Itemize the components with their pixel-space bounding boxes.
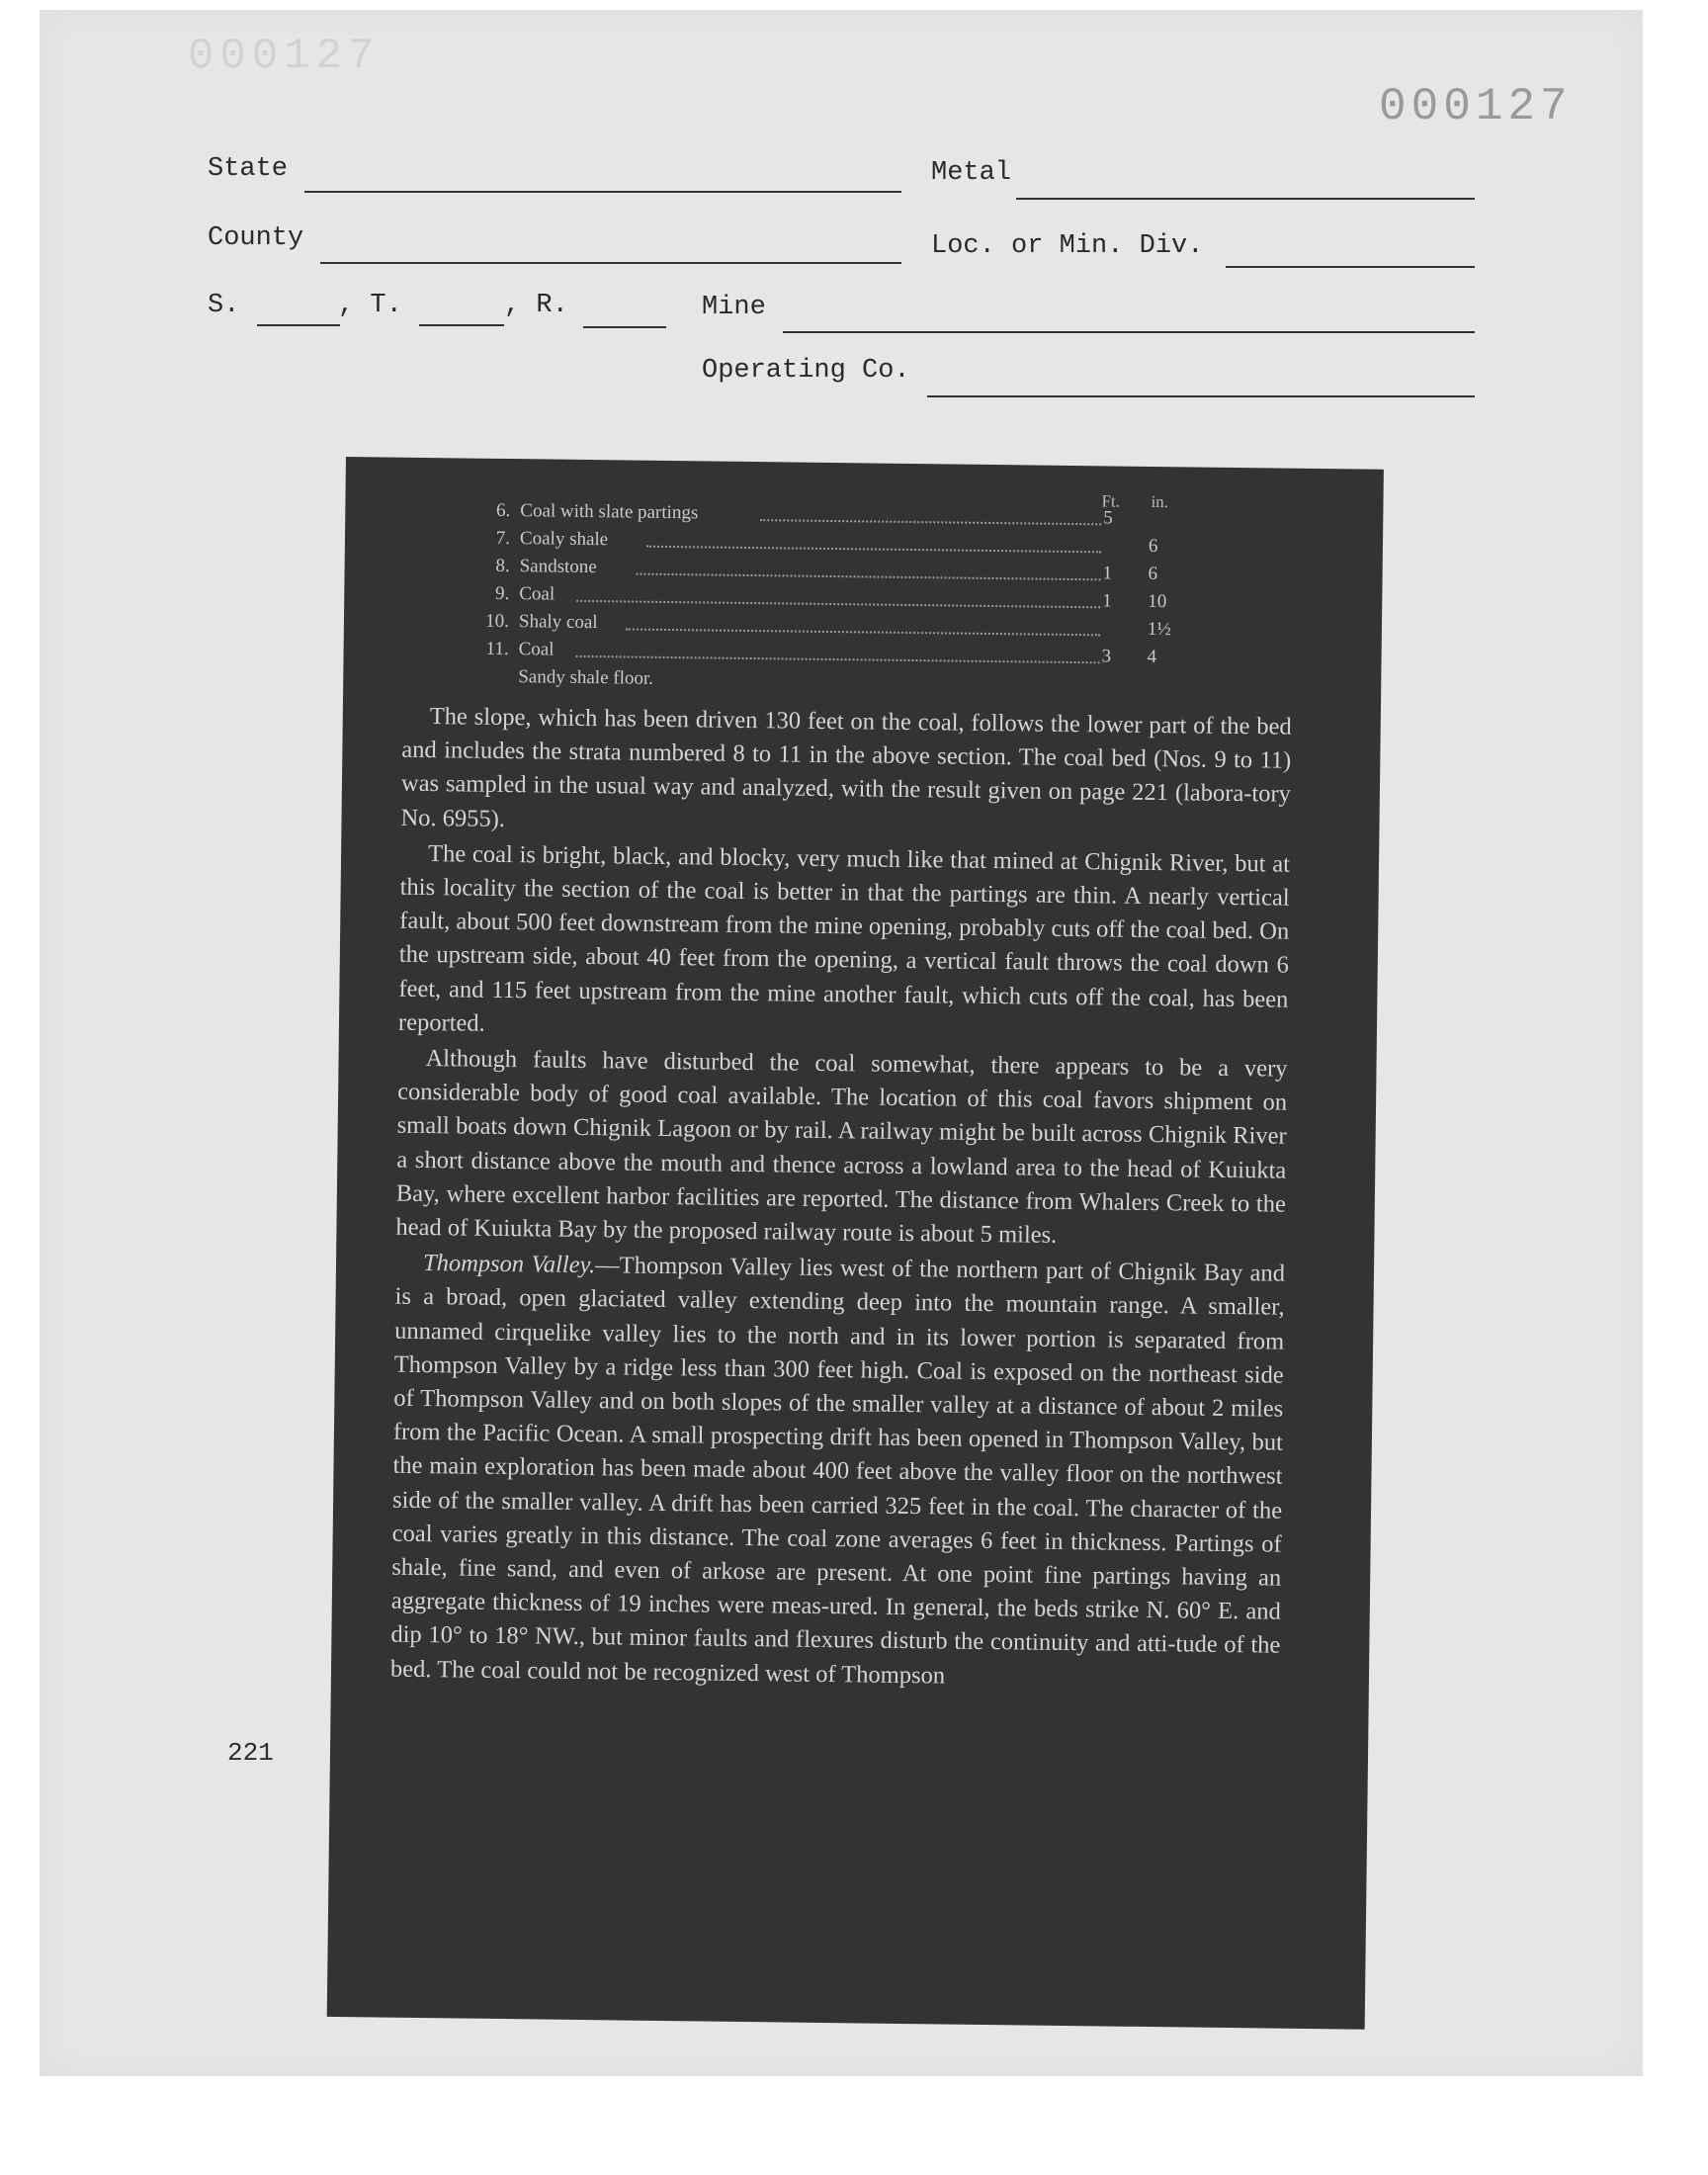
paragraph: The slope, which has been driven 130 feet on the coal, follows the lower part of the bed and includes the strata numbered 8 to 11 in the above section. The coal bed (Nos. 9 to 11) was sampled in the usual way and analyzed, with the result given on page 221 (labora-tory No. 6955). [400, 703, 1292, 832]
metal-field-line [1016, 198, 1475, 200]
mine-field-line [783, 331, 1475, 333]
stratum-number: 8. [495, 555, 510, 577]
stratum-label: Sandstone [519, 556, 597, 578]
metal-label: Metal [931, 158, 1012, 188]
stratum-number: 11. [485, 638, 509, 660]
stratum-inches: 10 [1148, 590, 1167, 613]
document-number: 000127 [1379, 81, 1573, 132]
stratum-number: 9. [494, 582, 510, 605]
stratum-inches: 6 [1148, 563, 1158, 585]
stratum-feet: 1 [1102, 590, 1112, 612]
operating-co-label: Operating Co. [702, 356, 910, 386]
loc-field-line [1226, 266, 1475, 268]
t-field-line [419, 324, 504, 326]
section-heading: Thompson Valley. [422, 1250, 596, 1279]
floor-label: Sandy shale floor. [518, 666, 654, 689]
stratum-number: 6. [495, 499, 511, 522]
stratum-label: Coal with slate partings [520, 500, 699, 524]
ghost-document-number: 000127 [188, 32, 381, 81]
county-field-line [320, 262, 901, 264]
paragraph-text: —Thompson Valley lies west of the northern part of Chignik Bay and is a broad, open glaciated valley extending deep into the mountain range. A smaller, unnamed cirquelike valley lies to the north and in its lower portion is separated from Thompson Valley by a ridge less than 300 feet high. Coal is exposed on the northeast side of Thompson Valley and on both slopes of the smaller valley at a distance of about 2 miles from the Pacific Ocean. A small prospecting drift has been opened in Thompson Valley, but the main exploration has been made about 400 feet above the valley floor on the northwest side of the smaller valley. A drift has been carried 325 feet in the coal. The character of the coal varies greatly in this distance. The coal zone averages 6 feet in thickness. Partings of shale, fine sand, and even of arkose are present. At one point fine partings having an aggregate thickness of 19 inches were meas-ured. In general, the beds strike N. 60° E. and dip 10° to 18° NW., but minor faults and flexures disturb the continuity and atti-tude of the bed. The coal could not be recognized west of Thompson [389, 1252, 1286, 1690]
body-text [390, 700, 1292, 1699]
paragraph-thompson-valley [390, 1247, 1285, 1697]
stratum-feet: 3 [1101, 646, 1112, 667]
stratum-label: Shaly coal [518, 611, 598, 634]
state-field-line [304, 191, 901, 193]
stratum-number: 10. [485, 610, 510, 633]
photostat-page [327, 457, 1384, 2030]
r-label: , R. [504, 291, 568, 320]
column-header-feet: Ft. [1101, 491, 1121, 511]
paragraph: The coal is bright, black, and blocky, very much like that mined at Chignik River, but at this locality the section of the coal is better in that the partings are thin. A nearly vertical fault, about 500 feet downstream from the mine opening, probably cuts off the coal bed. On the upstream side, about 40 feet from the opening, a vertical fault throws the coal down 6 feet, and 115 feet upstream from the mine another fault, which cuts off the coal, has been reported. [397, 839, 1291, 1037]
s-label: S. [208, 291, 240, 320]
paragraph: Although faults have disturbed the coal somewhat, there appears to be a very considerable body of good coal available. The location of this coal favors shipment on small boats down Chignik Lagoon or by rail. A railway might be built across Chignik River a short distance above the mouth and thence across a lowland area to the head of Kuiukta Bay, where excellent harbor facilities are reported. The distance from Whalers Creek to the head of Kuiukta Bay by the proposed railway route is about 5 miles. [395, 1045, 1288, 1249]
stratum-label: Coal [519, 583, 555, 605]
s-field-line [257, 324, 340, 326]
r-field-line [583, 326, 666, 328]
leader-dots [760, 519, 1101, 525]
stratum-number: 7. [495, 527, 511, 550]
stratum-feet: 5 [1103, 507, 1113, 529]
t-label: , T. [338, 291, 402, 320]
page-number: 221 [227, 1738, 274, 1768]
state-label: State [208, 154, 289, 184]
stratigraphic-section [476, 488, 1249, 704]
leader-dots [576, 655, 1100, 663]
loc-label: Loc. or Min. Div. [931, 231, 1204, 261]
stratum-label: Coaly shale [519, 528, 609, 551]
county-label: County [208, 223, 304, 253]
stratum-label: Coal [518, 639, 555, 660]
leader-dots [646, 546, 1101, 554]
operating-co-field-line [927, 395, 1475, 397]
column-header-inches: in. [1151, 491, 1169, 512]
leader-dots [576, 600, 1100, 608]
stratum-inches: 6 [1148, 535, 1158, 558]
leader-dots [637, 573, 1101, 581]
stratum-inches: 4 [1147, 646, 1157, 668]
stratum-feet: 1 [1102, 563, 1113, 584]
mine-label: Mine [702, 293, 766, 322]
stratum-inches: 1½ [1147, 618, 1171, 641]
leader-dots [626, 628, 1100, 636]
